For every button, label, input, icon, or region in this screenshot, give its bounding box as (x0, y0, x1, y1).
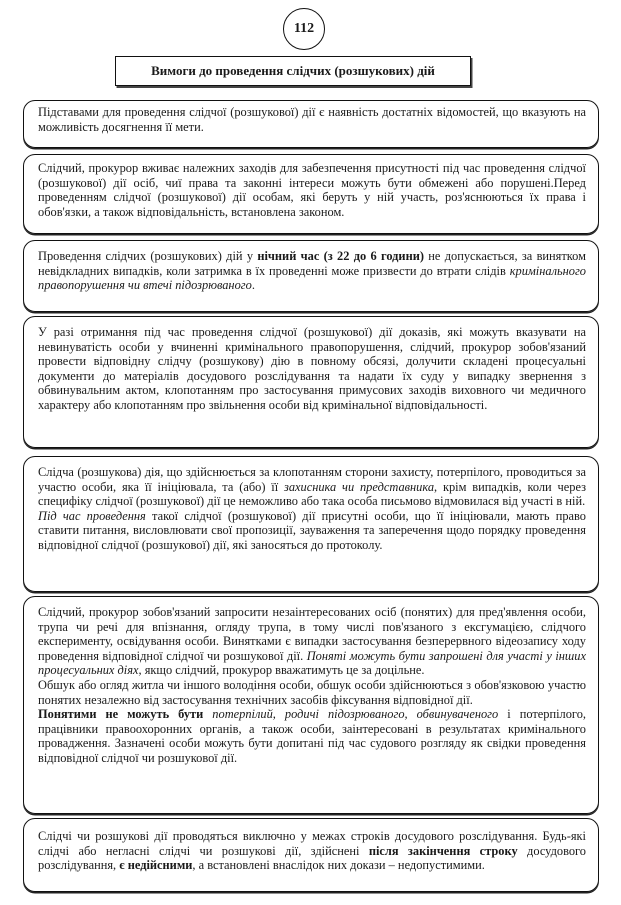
block-night-time (23, 240, 599, 312)
paragraph-3 (38, 707, 586, 765)
paragraph-1 (38, 465, 586, 509)
block-participants-rights (23, 154, 599, 234)
text-run-italic: Під час проведення (38, 508, 146, 523)
paragraph-2 (38, 509, 586, 553)
night-time-emphasis: нічний час (з 22 до 6 години) (257, 249, 424, 263)
text-run: не допускається, за винятком невідкладних випадків, коли затримка в їх проведенні може призвести до втрати слідів (38, 249, 586, 278)
paragraph-2: Обшук або огляд житла чи іншого володіння особи, обшук особи здійснюються з обов'язковою участю понятих незалежно від застосування технічних засобів фіксування відповідної дії. (38, 677, 586, 707)
text-run: Слідчий, прокурор зобов'язаний запросити незаінтересованих осіб (понятих) для пред'явлення особи, трупа чи речі для впізнання, огляду трупа, в тому числі пов'язаного з ексгумацією, слідчого експерименту, освідування особи. Винятками є випадки застосування безперервного відеозапису ходу проведення відповідної слідчої чи розшукової дії. (38, 605, 586, 663)
text-run: , крім випадків, коли через специфіку слідчої (розшукової) дії це неможливо або така особа письмово відмовилася від участі в ній. (38, 479, 586, 509)
block-attesting-witnesses (23, 596, 599, 814)
text-run: Слідчі чи розшукові дії проводяться виключно у межах строків досудового розслідування. Будь-які слідчі або негласні слідчі чи розшукові дії, здійснені (38, 829, 586, 858)
text-run: такої слідчої (розшукової) дії присутні особи, що її ініціювали, мають право ставити питання, висловлювати свої пропозиції, зауваження та заперечення щодо порядку проведення відповідної слідчої (розшукової) дії, які заносяться до протоколу. (38, 508, 586, 552)
text-run-italic: захисника чи представника (283, 479, 435, 494)
text-run-italic: кримінального правопорушення чи втечі підозрюваного (38, 263, 586, 293)
text-run: Проведення слідчих (розшукових) дій у (38, 249, 258, 263)
page-number: 112 (283, 8, 325, 50)
witness-exclusion-emphasis: Понятими не можуть бути (38, 707, 204, 722)
block-defense-request (23, 456, 599, 592)
block-text: Підставами для проведення слідчої (розшукової) дії є наявність достатніх відомостей, що вказують на можливість досягнення її мети. (38, 105, 586, 134)
block-text: Слідчий, прокурор вживає належних заходів для забезпечення присутності під час проведення слідчої (розшукової) дії осіб, чиї права та законні інтереси можуть бути обмежені або порушені.Перед проведенням слідчої (розшукової) дії особам, які беруть у ній участь, роз'яснюються їх права і обов'язки, а також відповідальність, встановлена законом. (38, 161, 586, 219)
text-run: якщо слідчий, прокурор вважатимуть це за доцільне. (141, 663, 425, 678)
block-text (38, 249, 586, 293)
text-run-italic: Поняті можуть бути запрошені для участі у інших процесуальних діях, (38, 648, 586, 678)
invalid-emphasis: є недійсними (119, 858, 193, 873)
text-run: досудового розслідування, (38, 843, 586, 873)
text-run: , а встановлені внаслідок них докази – недопустимими. (192, 858, 485, 873)
paragraph-1 (38, 605, 586, 678)
block-grounds (23, 100, 599, 148)
text-run-italic: потерпілий, родичі підозрюваного, обвинуваченого (203, 707, 499, 722)
block-text (38, 829, 586, 873)
text-run: і потерпілого, працівники правоохоронних органів, а також особи, заінтересовані в результатах кримінального провадження. Зазначені особи можуть бути допитані під час судового розгляду як свідки проведення відповідної слідчої чи розшукової дії. (38, 707, 586, 765)
deadline-emphasis: після закінчення строку (368, 843, 518, 858)
block-exculpatory-evidence (23, 316, 599, 448)
text-run: Слідча (розшукова) дія, що здійснюється за клопотанням сторони захисту, потерпілого, проводиться за участю особи, яка її ініціювала, та (або) її (38, 465, 586, 494)
block-text: У разі отримання під час проведення слідчої (розшукової) дії доказів, які можуть вказувати на невинуватість особи у вчиненні кримінального правопорушення, слідчий, прокурор зобов'язаний провести відповідну слідчу (розшукову) дію в повному обсязі, долучити складені процесуальні документи до матеріалів досудового розслідування та надати їх суду у випадку звернення з обвинувальним актом, клопотанням про застосування примусових заходів виховного чи медичного характеру або клопотанням про звільнення особи від кримінальної відповідальності. (38, 325, 586, 412)
block-time-limits (23, 818, 599, 892)
text-run: . (251, 278, 255, 293)
page-title: Вимоги до проведення слідчих (розшукових) дій (115, 56, 471, 86)
